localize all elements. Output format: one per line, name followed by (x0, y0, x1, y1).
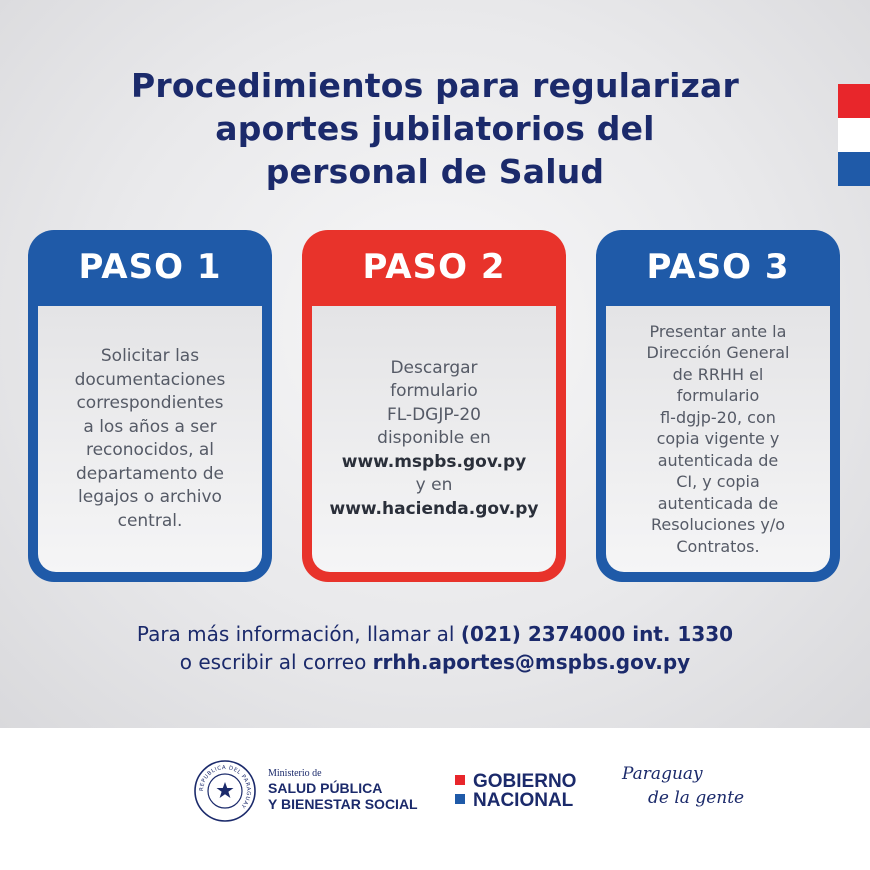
step-2-line: FL-DGJP-20 (386, 404, 481, 425)
ministry-line-2: Y BIENESTAR SOCIAL (268, 796, 418, 812)
republic-seal-icon (194, 760, 256, 822)
flag-white-band (838, 118, 870, 152)
slogan-line-2: de la gente (648, 788, 745, 808)
step-card-3 (596, 230, 840, 582)
seal-text: REPUBLICA DEL PARAGUAY (198, 764, 252, 810)
ministry-logo (268, 768, 418, 812)
step-3-label: PASO 3 (646, 247, 790, 287)
step-1-line: legajos o archivo (78, 487, 222, 507)
step-3-line: autenticada de (657, 493, 779, 513)
contact-phone-line (40, 620, 830, 648)
step-3-line: Presentar ante la (649, 321, 787, 341)
contact-info (40, 620, 830, 676)
step-1-line: a los años a ser (83, 416, 217, 437)
ministry-small-text: Ministerio de (268, 768, 322, 779)
step-3-line: formulario (676, 386, 760, 406)
step-2-line: formulario (390, 381, 478, 402)
step-1-label: PASO 1 (78, 247, 222, 287)
step-3-body (606, 306, 830, 572)
contact-email[interactable]: rrhh.aportes@mspbs.gov.py (372, 650, 691, 674)
step-3-line: Dirección General (646, 343, 790, 363)
step-3-line: de RRHH el (672, 364, 764, 384)
flag-blue-band (838, 152, 870, 186)
step-1-body (38, 306, 262, 572)
step-2-line: disponible en (377, 428, 491, 449)
paraguay-flag-stripe (838, 84, 870, 186)
paraguay-de-la-gente-logo (622, 764, 744, 808)
hacienda-link[interactable]: www.hacienda.gov.py (329, 498, 539, 519)
step-1-line: documentaciones (74, 369, 226, 390)
step-3-line: CI, y copia (676, 472, 760, 492)
step-3-line: copia vigente y (656, 429, 780, 449)
step-1-line: reconocidos, al (85, 440, 215, 460)
step-2-body (312, 306, 556, 572)
step-2-line: Descargar (390, 357, 478, 378)
step-1-line: Solicitar las (100, 346, 200, 366)
step-card-1 (28, 230, 272, 582)
step-3-line: fl-dgjp-20, con (660, 407, 776, 427)
contact-email-line (40, 648, 830, 676)
blue-square-icon (455, 794, 465, 804)
slogan-line-1: Paraguay (622, 764, 703, 784)
step-3-line: Resoluciones y/o (650, 515, 786, 535)
title-line-1: Procedimientos para regularizar (131, 66, 739, 105)
title-line-2: aportes jubilatorios del (215, 109, 655, 148)
step-2-line: y en (415, 475, 453, 496)
gobierno-line-2: NACIONAL (473, 790, 574, 811)
contact-phone-prefix: Para más información, llamar al (136, 622, 461, 646)
step-3-line: Contratos. (676, 536, 760, 556)
flag-red-band (838, 84, 870, 118)
step-1-line: central. (117, 510, 183, 531)
step-1-line: correspondientes (76, 393, 224, 413)
step-2-label: PASO 2 (362, 247, 506, 287)
contact-phone[interactable]: (021) 2374000 int. 1330 (460, 622, 734, 646)
step-3-line: autenticada de (657, 450, 779, 470)
mspbs-link[interactable]: www.mspbs.gov.py (341, 451, 527, 472)
contact-email-prefix: o escribir al correo (179, 650, 373, 674)
red-square-icon (455, 775, 465, 785)
ministry-line-1: SALUD PÚBLICA (268, 780, 383, 796)
page-title (60, 64, 810, 193)
gobierno-line-1: GOBIERNO (473, 771, 577, 792)
title-line-3: personal de Salud (265, 152, 605, 191)
step-1-line: departamento de (75, 463, 225, 484)
step-card-2 (302, 230, 566, 582)
